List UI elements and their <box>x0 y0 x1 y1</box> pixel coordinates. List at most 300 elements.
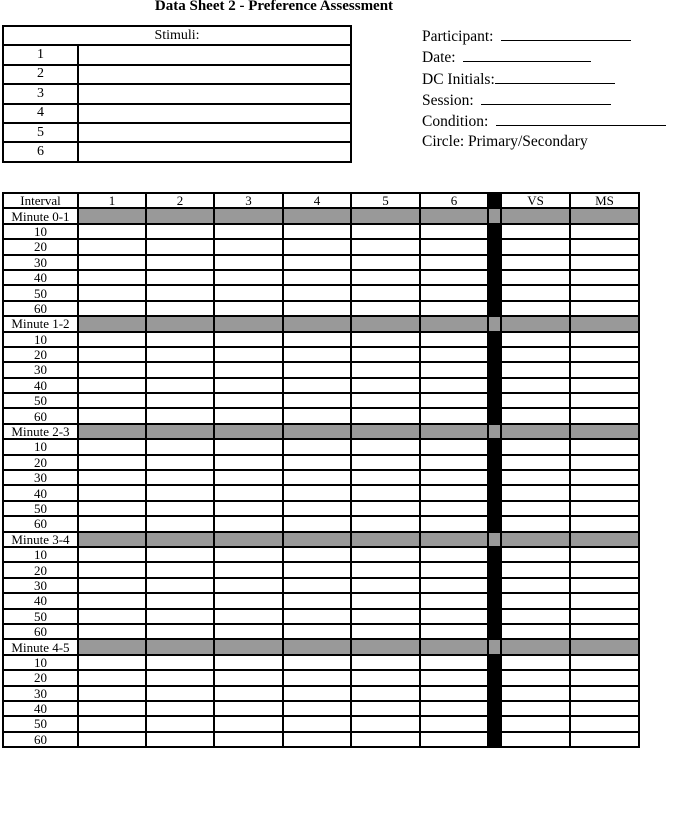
recording-cell[interactable] <box>146 593 214 608</box>
recording-cell[interactable] <box>214 701 283 716</box>
recording-cell[interactable] <box>501 686 570 701</box>
recording-cell[interactable] <box>214 686 283 701</box>
recording-cell[interactable] <box>214 362 283 377</box>
recording-cell[interactable] <box>214 593 283 608</box>
recording-cell[interactable] <box>501 270 570 285</box>
recording-cell[interactable] <box>351 285 420 300</box>
recording-cell[interactable] <box>146 439 214 454</box>
recording-cell[interactable] <box>501 485 570 500</box>
recording-cell[interactable] <box>351 593 420 608</box>
recording-cell <box>570 424 639 439</box>
recording-cell <box>214 424 283 439</box>
recording-cell[interactable] <box>501 362 570 377</box>
recording-cell[interactable] <box>78 393 146 408</box>
recording-cell[interactable] <box>214 408 283 423</box>
recording-cell[interactable] <box>420 347 488 362</box>
recording-cell[interactable] <box>501 609 570 624</box>
recording-cell[interactable] <box>214 285 283 300</box>
column-header: 5 <box>351 193 420 208</box>
recording-cell[interactable] <box>283 255 351 270</box>
recording-cell[interactable] <box>420 593 488 608</box>
recording-cell[interactable] <box>146 470 214 485</box>
recording-cell[interactable] <box>501 562 570 577</box>
recording-cell[interactable] <box>420 624 488 639</box>
recording-cell <box>420 532 488 547</box>
recording-cell[interactable] <box>420 655 488 670</box>
recording-cell[interactable] <box>78 239 146 254</box>
recording-cell[interactable] <box>351 332 420 347</box>
recording-cell[interactable] <box>570 301 639 316</box>
recording-cell[interactable] <box>146 732 214 747</box>
recording-cell[interactable] <box>146 701 214 716</box>
field-label: Circle: Primary/Secondary <box>422 133 588 151</box>
recording-cell[interactable] <box>78 609 146 624</box>
recording-cell[interactable] <box>351 578 420 593</box>
recording-cell[interactable] <box>146 485 214 500</box>
recording-cell[interactable] <box>214 239 283 254</box>
info-field <box>422 91 666 112</box>
recording-cell[interactable] <box>214 547 283 562</box>
recording-cell[interactable] <box>78 408 146 423</box>
recording-cell[interactable] <box>214 270 283 285</box>
recording-cell[interactable] <box>283 701 351 716</box>
stimulus-number: 4 <box>3 104 78 123</box>
recording-cell[interactable] <box>283 408 351 423</box>
recording-cell <box>351 208 420 223</box>
recording-cell[interactable] <box>78 516 146 531</box>
interval-label: 20 <box>3 455 78 470</box>
recording-cell[interactable] <box>78 732 146 747</box>
recording-cell[interactable] <box>214 670 283 685</box>
separator-cell <box>488 501 501 516</box>
recording-cell[interactable] <box>501 732 570 747</box>
recording-cell[interactable] <box>283 239 351 254</box>
stimulus-name-cell[interactable] <box>78 104 351 123</box>
field-blank-line[interactable] <box>495 70 615 84</box>
minute-row <box>3 639 639 654</box>
recording-cell[interactable] <box>78 655 146 670</box>
recording-cell[interactable] <box>570 439 639 454</box>
recording-cell[interactable] <box>420 255 488 270</box>
recording-cell[interactable] <box>570 393 639 408</box>
separator-cell <box>488 347 501 362</box>
recording-cell[interactable] <box>501 455 570 470</box>
recording-cell[interactable] <box>570 408 639 423</box>
recording-cell[interactable] <box>570 347 639 362</box>
recording-cell[interactable] <box>501 516 570 531</box>
recording-cell[interactable] <box>351 301 420 316</box>
separator-cell <box>488 593 501 608</box>
recording-cell[interactable] <box>351 439 420 454</box>
stimulus-name-cell[interactable] <box>78 142 351 161</box>
recording-cell[interactable] <box>420 439 488 454</box>
interval-row <box>3 347 639 362</box>
recording-cell[interactable] <box>283 716 351 731</box>
recording-cell[interactable] <box>420 362 488 377</box>
recording-cell[interactable] <box>78 701 146 716</box>
recording-cell[interactable] <box>283 439 351 454</box>
recording-cell[interactable] <box>570 362 639 377</box>
recording-cell[interactable] <box>351 255 420 270</box>
recording-cell[interactable] <box>570 332 639 347</box>
recording-cell[interactable] <box>214 624 283 639</box>
recording-cell[interactable] <box>420 547 488 562</box>
recording-cell[interactable] <box>420 485 488 500</box>
recording-cell <box>501 316 570 331</box>
recording-cell[interactable] <box>146 332 214 347</box>
interval-row <box>3 270 639 285</box>
recording-cell[interactable] <box>420 332 488 347</box>
recording-cell[interactable] <box>420 516 488 531</box>
recording-cell[interactable] <box>501 332 570 347</box>
recording-cell[interactable] <box>420 270 488 285</box>
recording-cell[interactable] <box>214 485 283 500</box>
recording-cell[interactable] <box>214 455 283 470</box>
recording-cell <box>283 316 351 331</box>
field-blank-line[interactable] <box>463 48 591 62</box>
interval-row <box>3 378 639 393</box>
recording-cell[interactable] <box>214 439 283 454</box>
recording-cell[interactable] <box>146 224 214 239</box>
recording-cell[interactable] <box>283 732 351 747</box>
recording-cell[interactable] <box>501 701 570 716</box>
recording-cell[interactable] <box>283 301 351 316</box>
recording-cell[interactable] <box>351 686 420 701</box>
recording-cell[interactable] <box>214 516 283 531</box>
recording-cell[interactable] <box>146 408 214 423</box>
separator-cell <box>488 301 501 316</box>
recording-cell[interactable] <box>283 485 351 500</box>
separator-cell <box>488 516 501 531</box>
interval-row <box>3 732 639 747</box>
recording-cell[interactable] <box>78 347 146 362</box>
recording-cell[interactable] <box>420 378 488 393</box>
recording-cell[interactable] <box>420 686 488 701</box>
separator-cell <box>488 578 501 593</box>
recording-cell[interactable] <box>570 239 639 254</box>
recording-cell[interactable] <box>501 470 570 485</box>
recording-cell[interactable] <box>570 655 639 670</box>
recording-cell[interactable] <box>570 562 639 577</box>
recording-cell[interactable] <box>146 455 214 470</box>
recording-cell[interactable] <box>146 716 214 731</box>
recording-cell[interactable] <box>570 716 639 731</box>
recording-cell[interactable] <box>420 301 488 316</box>
recording-cell[interactable] <box>78 470 146 485</box>
recording-cell[interactable] <box>214 655 283 670</box>
recording-cell[interactable] <box>351 270 420 285</box>
recording-cell[interactable] <box>78 270 146 285</box>
field-blank-line[interactable] <box>501 27 631 41</box>
recording-cell[interactable] <box>78 255 146 270</box>
recording-cell[interactable] <box>570 701 639 716</box>
recording-cell[interactable] <box>146 393 214 408</box>
recording-cell[interactable] <box>214 255 283 270</box>
info-field <box>422 70 666 91</box>
recording-cell[interactable] <box>501 239 570 254</box>
separator-cell <box>488 732 501 747</box>
recording-cell[interactable] <box>351 624 420 639</box>
stimulus-number: 6 <box>3 142 78 161</box>
interval-label: 50 <box>3 393 78 408</box>
recording-cell[interactable] <box>570 501 639 516</box>
recording-cell[interactable] <box>283 624 351 639</box>
recording-cell[interactable] <box>501 439 570 454</box>
recording-cell[interactable] <box>78 562 146 577</box>
recording-cell[interactable] <box>570 270 639 285</box>
recording-cell[interactable] <box>214 301 283 316</box>
recording-cell[interactable] <box>283 347 351 362</box>
recording-cell[interactable] <box>78 716 146 731</box>
recording-cell[interactable] <box>351 455 420 470</box>
recording-cell[interactable] <box>78 285 146 300</box>
recording-cell[interactable] <box>351 239 420 254</box>
stimulus-name-cell[interactable] <box>78 84 351 103</box>
recording-cell[interactable] <box>570 547 639 562</box>
recording-cell[interactable] <box>146 655 214 670</box>
recording-cell[interactable] <box>501 408 570 423</box>
recording-cell <box>283 532 351 547</box>
minute-row <box>3 424 639 439</box>
recording-cell[interactable] <box>351 378 420 393</box>
recording-cell[interactable] <box>570 624 639 639</box>
interval-row <box>3 408 639 423</box>
recording-cell[interactable] <box>501 716 570 731</box>
interval-row <box>3 485 639 500</box>
recording-cell[interactable] <box>283 609 351 624</box>
recording-cell[interactable] <box>501 624 570 639</box>
recording-cell[interactable] <box>570 686 639 701</box>
recording-cell[interactable] <box>78 485 146 500</box>
recording-cell[interactable] <box>283 470 351 485</box>
stimulus-name-cell[interactable] <box>78 123 351 142</box>
recording-cell[interactable] <box>501 670 570 685</box>
recording-cell[interactable] <box>283 285 351 300</box>
interval-row <box>3 285 639 300</box>
field-blank-line[interactable] <box>496 112 666 126</box>
recording-cell[interactable] <box>420 501 488 516</box>
recording-cell[interactable] <box>420 455 488 470</box>
recording-cell[interactable] <box>570 378 639 393</box>
recording-cell[interactable] <box>214 347 283 362</box>
recording-cell[interactable] <box>570 593 639 608</box>
recording-cell[interactable] <box>420 716 488 731</box>
recording-cell[interactable] <box>214 578 283 593</box>
interval-row <box>3 301 639 316</box>
recording-cell[interactable] <box>78 439 146 454</box>
recording-cell[interactable] <box>501 378 570 393</box>
recording-cell <box>214 208 283 223</box>
recording-cell <box>351 532 420 547</box>
recording-cell[interactable] <box>78 378 146 393</box>
recording-cell[interactable] <box>351 362 420 377</box>
recording-cell[interactable] <box>351 516 420 531</box>
recording-cell[interactable] <box>501 547 570 562</box>
recording-cell[interactable] <box>283 393 351 408</box>
recording-cell[interactable] <box>146 285 214 300</box>
stimulus-name-cell[interactable] <box>78 45 351 64</box>
recording-cell[interactable] <box>501 501 570 516</box>
recording-cell[interactable] <box>78 362 146 377</box>
recording-cell[interactable] <box>146 609 214 624</box>
stimuli-header: Stimuli: <box>3 26 351 45</box>
recording-cell[interactable] <box>146 624 214 639</box>
recording-cell[interactable] <box>146 347 214 362</box>
recording-cell[interactable] <box>501 655 570 670</box>
interval-label: 50 <box>3 501 78 516</box>
recording-cell[interactable] <box>146 686 214 701</box>
recording-cell[interactable] <box>214 501 283 516</box>
recording-cell[interactable] <box>420 285 488 300</box>
recording-cell[interactable] <box>283 562 351 577</box>
recording-cell[interactable] <box>420 239 488 254</box>
recording-cell[interactable] <box>570 609 639 624</box>
interval-label: 60 <box>3 516 78 531</box>
stimulus-row <box>3 123 351 142</box>
recording-cell[interactable] <box>283 501 351 516</box>
recording-cell[interactable] <box>570 670 639 685</box>
recording-cell[interactable] <box>78 593 146 608</box>
recording-cell[interactable] <box>501 224 570 239</box>
stimulus-name-cell[interactable] <box>78 65 351 84</box>
recording-cell[interactable] <box>420 578 488 593</box>
recording-cell[interactable] <box>351 224 420 239</box>
recording-cell[interactable] <box>214 224 283 239</box>
recording-cell[interactable] <box>214 393 283 408</box>
recording-cell[interactable] <box>78 301 146 316</box>
recording-cell[interactable] <box>501 393 570 408</box>
recording-cell[interactable] <box>351 609 420 624</box>
recording-cell[interactable] <box>570 255 639 270</box>
recording-cell[interactable] <box>283 332 351 347</box>
recording-cell[interactable] <box>351 408 420 423</box>
recording-cell[interactable] <box>146 255 214 270</box>
recording-cell[interactable] <box>214 562 283 577</box>
recording-cell[interactable] <box>501 285 570 300</box>
recording-cell[interactable] <box>146 270 214 285</box>
recording-cell[interactable] <box>214 716 283 731</box>
recording-cell[interactable] <box>501 593 570 608</box>
recording-cell[interactable] <box>78 501 146 516</box>
recording-cell[interactable] <box>146 301 214 316</box>
separator-cell <box>488 285 501 300</box>
interval-label: 50 <box>3 285 78 300</box>
recording-cell[interactable] <box>351 470 420 485</box>
recording-cell[interactable] <box>570 516 639 531</box>
recording-cell[interactable] <box>146 547 214 562</box>
recording-cell[interactable] <box>146 516 214 531</box>
recording-cell[interactable] <box>570 224 639 239</box>
recording-cell[interactable] <box>283 362 351 377</box>
recording-cell[interactable] <box>146 501 214 516</box>
recording-cell[interactable] <box>283 670 351 685</box>
column-header: 2 <box>146 193 214 208</box>
recording-cell[interactable] <box>78 686 146 701</box>
recording-cell[interactable] <box>420 224 488 239</box>
recording-cell <box>351 424 420 439</box>
recording-cell[interactable] <box>420 562 488 577</box>
recording-cell[interactable] <box>214 470 283 485</box>
recording-cell[interactable] <box>283 455 351 470</box>
field-blank-line[interactable] <box>481 91 611 105</box>
recording-cell[interactable] <box>420 732 488 747</box>
recording-cell[interactable] <box>78 224 146 239</box>
recording-cell[interactable] <box>420 701 488 716</box>
recording-cell[interactable] <box>214 609 283 624</box>
recording-cell <box>501 639 570 654</box>
recording-cell[interactable] <box>501 255 570 270</box>
minute-row <box>3 208 639 223</box>
recording-cell[interactable] <box>283 593 351 608</box>
recording-cell[interactable] <box>570 285 639 300</box>
recording-cell[interactable] <box>351 655 420 670</box>
recording-cell[interactable] <box>351 393 420 408</box>
recording-cell[interactable] <box>351 347 420 362</box>
recording-cell[interactable] <box>214 732 283 747</box>
recording-cell[interactable] <box>501 301 570 316</box>
recording-cell[interactable] <box>78 578 146 593</box>
recording-cell[interactable] <box>351 547 420 562</box>
recording-cell[interactable] <box>283 547 351 562</box>
interval-row <box>3 593 639 608</box>
recording-cell[interactable] <box>351 716 420 731</box>
recording-cell[interactable] <box>420 393 488 408</box>
recording-cell[interactable] <box>351 701 420 716</box>
recording-cell[interactable] <box>214 332 283 347</box>
recording-cell[interactable] <box>78 455 146 470</box>
recording-cell[interactable] <box>570 732 639 747</box>
recording-cell[interactable] <box>351 732 420 747</box>
recording-cell[interactable] <box>420 670 488 685</box>
recording-cell[interactable] <box>351 501 420 516</box>
recording-cell[interactable] <box>146 562 214 577</box>
recording-cell[interactable] <box>351 485 420 500</box>
recording-cell[interactable] <box>214 378 283 393</box>
recording-cell[interactable] <box>570 485 639 500</box>
recording-cell[interactable] <box>78 624 146 639</box>
recording-cell[interactable] <box>501 347 570 362</box>
recording-cell[interactable] <box>283 378 351 393</box>
recording-cell[interactable] <box>146 239 214 254</box>
recording-cell[interactable] <box>351 670 420 685</box>
recording-cell[interactable] <box>146 578 214 593</box>
recording-cell[interactable] <box>283 516 351 531</box>
interval-label: 40 <box>3 701 78 716</box>
recording-cell <box>78 639 146 654</box>
recording-cell[interactable] <box>570 455 639 470</box>
recording-cell[interactable] <box>78 547 146 562</box>
recording-cell[interactable] <box>420 609 488 624</box>
recording-cell[interactable] <box>570 470 639 485</box>
interval-label: 50 <box>3 716 78 731</box>
recording-cell[interactable] <box>501 578 570 593</box>
recording-cell[interactable] <box>283 686 351 701</box>
recording-cell[interactable] <box>78 670 146 685</box>
recording-cell[interactable] <box>78 332 146 347</box>
recording-cell[interactable] <box>146 362 214 377</box>
recording-cell[interactable] <box>283 270 351 285</box>
recording-cell[interactable] <box>283 655 351 670</box>
recording-cell[interactable] <box>420 408 488 423</box>
recording-cell[interactable] <box>351 562 420 577</box>
recording-cell[interactable] <box>146 670 214 685</box>
recording-cell[interactable] <box>420 470 488 485</box>
recording-cell[interactable] <box>146 378 214 393</box>
recording-cell[interactable] <box>283 224 351 239</box>
recording-cell[interactable] <box>570 578 639 593</box>
recording-cell <box>283 424 351 439</box>
recording-cell[interactable] <box>283 578 351 593</box>
